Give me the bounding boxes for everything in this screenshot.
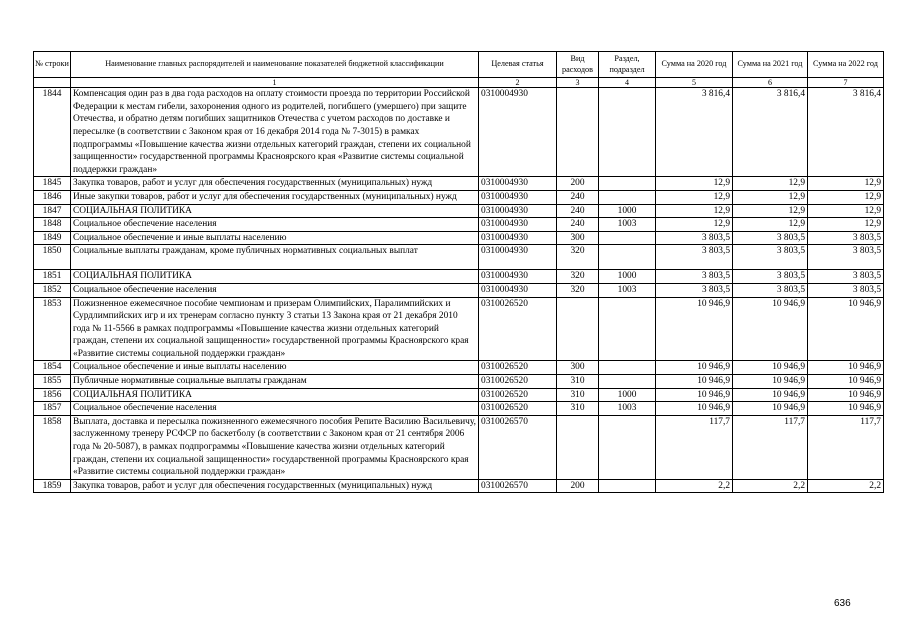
row-expense-type: [557, 88, 599, 177]
header-code: Целевая статья: [479, 52, 557, 78]
table-row: [34, 177, 884, 191]
row-name: Социальное обеспечение и иные выплаты населению: [71, 231, 479, 245]
row-sum-2021: 12,9: [733, 177, 808, 191]
row-name: Социальное обеспечение и иные выплаты населению: [71, 361, 479, 375]
row-sum-2022: 10 946,9: [808, 297, 884, 361]
row-expense-type: 300: [557, 361, 599, 375]
row-name: СОЦИАЛЬНАЯ ПОЛИТИКА: [71, 204, 479, 218]
table-row: [34, 388, 884, 402]
row-sum-2020: 12,9: [656, 177, 733, 191]
row-number: 1854: [34, 361, 71, 375]
row-name: Выплата, доставка и пересылка пожизненного ежемесячного пособия Репите Василию Васильевичу, заслуженному тренеру РСФСР по баскетболу (в соответствии с Законом края от 21 сентября 2006 года № 20-5087), в рамках подпрограммы «Повышение качества жизни отдельных категорий граждан, степени их социальной защищенности» государственной программы Красноярского края «Развитие системы социальной поддержки граждан»: [71, 415, 479, 479]
row-number: 1844: [34, 88, 71, 177]
row-sum-2020: 3 803,5: [656, 231, 733, 245]
page-number: 636: [834, 598, 851, 609]
row-sum-2021: 10 946,9: [733, 388, 808, 402]
row-expense-type: 310: [557, 375, 599, 389]
row-section: [599, 177, 656, 191]
row-expense-type: 240: [557, 190, 599, 204]
table-row: [34, 231, 884, 245]
row-section: [599, 361, 656, 375]
row-expense-type: 200: [557, 479, 599, 493]
row-section: [599, 231, 656, 245]
row-expense-type: [557, 415, 599, 479]
row-sum-2020: 10 946,9: [656, 388, 733, 402]
row-sum-2020: 12,9: [656, 218, 733, 232]
row-sum-2020: 10 946,9: [656, 402, 733, 416]
row-target-code: 0310026520: [479, 388, 557, 402]
column-number: 5: [656, 78, 733, 88]
row-number: 1856: [34, 388, 71, 402]
header-vid: Вид расходов: [557, 52, 599, 78]
row-target-code: 0310004930: [479, 245, 557, 270]
column-number-row: [34, 78, 884, 88]
row-name: Компенсация один раз в два года расходов на оплату стоимости проезда по территории Российской Федерации к местам гибели, захоронения одного из родителей, погибшего (умершего) при защите Отечества, и обратно детям погибших защитников Отечества с учетом расходов по доставке и пересылке (в соответствии с Законом края от 16 декабря 2014 года № 7-3015) в рамках подпрограммы «Повышение качества жизни отдельных категорий граждан, степени их социальной защищенности» государственной программы Красноярского края «Развитие системы социальной поддержки граждан»: [71, 88, 479, 177]
row-section: 1000: [599, 270, 656, 284]
row-target-code: 0310004930: [479, 283, 557, 297]
row-target-code: 0310026570: [479, 415, 557, 479]
table-row: [34, 361, 884, 375]
row-number: 1852: [34, 283, 71, 297]
table-row: [34, 479, 884, 493]
row-name: Иные закупки товаров, работ и услуг для обеспечения государственных (муниципальных) нужд: [71, 190, 479, 204]
column-number: 1: [71, 78, 479, 88]
table-row: [34, 88, 884, 177]
row-sum-2022: 3 803,5: [808, 245, 884, 270]
row-sum-2022: 117,7: [808, 415, 884, 479]
row-sum-2022: 2,2: [808, 479, 884, 493]
row-sum-2021: 3 803,5: [733, 245, 808, 270]
row-sum-2021: 12,9: [733, 204, 808, 218]
row-target-code: 0310004930: [479, 190, 557, 204]
row-target-code: 0310026520: [479, 402, 557, 416]
row-target-code: 0310004930: [479, 218, 557, 232]
row-number: 1853: [34, 297, 71, 361]
column-number: 4: [599, 78, 656, 88]
row-target-code: 0310026520: [479, 297, 557, 361]
row-sum-2022: 3 816,4: [808, 88, 884, 177]
row-name: Закупка товаров, работ и услуг для обеспечения государственных (муниципальных) нужд: [71, 177, 479, 191]
row-section: [599, 88, 656, 177]
row-name: СОЦИАЛЬНАЯ ПОЛИТИКА: [71, 270, 479, 284]
row-sum-2020: 3 816,4: [656, 88, 733, 177]
row-expense-type: 320: [557, 283, 599, 297]
row-sum-2022: 12,9: [808, 177, 884, 191]
row-number: 1858: [34, 415, 71, 479]
row-number: 1857: [34, 402, 71, 416]
table-row: [34, 204, 884, 218]
row-expense-type: 310: [557, 402, 599, 416]
column-number: 3: [557, 78, 599, 88]
row-sum-2022: 12,9: [808, 190, 884, 204]
row-sum-2022: 10 946,9: [808, 375, 884, 389]
row-target-code: 0310004930: [479, 270, 557, 284]
row-sum-2021: 3 803,5: [733, 283, 808, 297]
header-sum-2021: Сумма на 2021 год: [733, 52, 808, 78]
row-sum-2020: 10 946,9: [656, 297, 733, 361]
table-row: [34, 190, 884, 204]
header-no: № строки: [34, 52, 71, 78]
row-sum-2021: 10 946,9: [733, 361, 808, 375]
row-target-code: 0310004930: [479, 231, 557, 245]
row-sum-2022: 3 803,5: [808, 231, 884, 245]
row-sum-2020: 12,9: [656, 204, 733, 218]
table-row: [34, 218, 884, 232]
row-name: Социальное обеспечение населения: [71, 402, 479, 416]
row-number: 1845: [34, 177, 71, 191]
row-number: 1851: [34, 270, 71, 284]
column-number: 2: [479, 78, 557, 88]
row-number: 1850: [34, 245, 71, 270]
row-name: Закупка товаров, работ и услуг для обеспечения государственных (муниципальных) нужд: [71, 479, 479, 493]
row-section: [599, 375, 656, 389]
row-sum-2020: 117,7: [656, 415, 733, 479]
table-row: [34, 270, 884, 284]
row-sum-2022: 10 946,9: [808, 388, 884, 402]
table-row: [34, 402, 884, 416]
row-sum-2021: 3 816,4: [733, 88, 808, 177]
row-name: Социальное обеспечение населения: [71, 283, 479, 297]
row-sum-2022: 12,9: [808, 218, 884, 232]
row-section: 1000: [599, 388, 656, 402]
row-section: [599, 190, 656, 204]
row-number: 1859: [34, 479, 71, 493]
row-target-code: 0310004930: [479, 88, 557, 177]
column-number: 6: [733, 78, 808, 88]
row-target-code: 0310026570: [479, 479, 557, 493]
header-name: Наименование главных распорядителей и наименование показателей бюджетной классификации: [71, 52, 479, 78]
row-section: 1003: [599, 218, 656, 232]
header-row: [34, 52, 884, 78]
row-number: 1846: [34, 190, 71, 204]
table-row: [34, 245, 884, 270]
row-name: Социальные выплаты гражданам, кроме публичных нормативных социальных выплат: [71, 245, 479, 270]
row-name: СОЦИАЛЬНАЯ ПОЛИТИКА: [71, 388, 479, 402]
column-number-blank: [34, 78, 71, 88]
row-section: 1003: [599, 283, 656, 297]
row-sum-2020: 3 803,5: [656, 245, 733, 270]
row-section: 1000: [599, 204, 656, 218]
row-sum-2021: 3 803,5: [733, 231, 808, 245]
row-expense-type: 240: [557, 204, 599, 218]
row-sum-2021: 117,7: [733, 415, 808, 479]
row-expense-type: [557, 297, 599, 361]
row-sum-2021: 12,9: [733, 218, 808, 232]
row-name: Социальное обеспечение населения: [71, 218, 479, 232]
row-target-code: 0310026520: [479, 375, 557, 389]
header-sum-2020: Сумма на 2020 год: [656, 52, 733, 78]
row-sum-2021: 10 946,9: [733, 402, 808, 416]
budget-table: [33, 51, 884, 493]
row-number: 1855: [34, 375, 71, 389]
row-number: 1848: [34, 218, 71, 232]
column-number: 7: [808, 78, 884, 88]
row-sum-2022: 10 946,9: [808, 402, 884, 416]
row-number: 1847: [34, 204, 71, 218]
row-sum-2020: 2,2: [656, 479, 733, 493]
row-name: Публичные нормативные социальные выплаты гражданам: [71, 375, 479, 389]
table-row: [34, 297, 884, 361]
row-sum-2021: 2,2: [733, 479, 808, 493]
table-row: [34, 375, 884, 389]
row-sum-2021: 10 946,9: [733, 297, 808, 361]
row-sum-2020: 10 946,9: [656, 375, 733, 389]
row-section: [599, 297, 656, 361]
row-number: 1849: [34, 231, 71, 245]
table-row: [34, 283, 884, 297]
row-expense-type: 300: [557, 231, 599, 245]
row-section: [599, 415, 656, 479]
row-expense-type: 320: [557, 245, 599, 270]
row-expense-type: 200: [557, 177, 599, 191]
row-target-code: 0310026520: [479, 361, 557, 375]
row-sum-2021: 12,9: [733, 190, 808, 204]
header-razd: Раздел, подраздел: [599, 52, 656, 78]
row-sum-2020: 3 803,5: [656, 283, 733, 297]
table-row: [34, 415, 884, 479]
row-sum-2020: 12,9: [656, 190, 733, 204]
row-expense-type: 320: [557, 270, 599, 284]
row-expense-type: 310: [557, 388, 599, 402]
row-expense-type: 240: [557, 218, 599, 232]
row-section: [599, 479, 656, 493]
row-sum-2022: 12,9: [808, 204, 884, 218]
header-sum-2022: Сумма на 2022 год: [808, 52, 884, 78]
row-target-code: 0310004930: [479, 177, 557, 191]
row-sum-2022: 10 946,9: [808, 361, 884, 375]
row-name: Пожизненное ежемесячное пособие чемпионам и призерам Олимпийских, Паралимпийских и Сурдлимпийских игр и их тренерам согласно пункту 3 статьи 13 Закона края от 21 декабря 2010 года № 11-5566 в рамках подпрограммы «Повышение качества жизни отдельных категорий граждан, степени их социальной защищенности» государственной программы Красноярского края «Развитие системы социальной поддержки граждан»: [71, 297, 479, 361]
row-target-code: 0310004930: [479, 204, 557, 218]
row-sum-2021: 10 946,9: [733, 375, 808, 389]
row-sum-2021: 3 803,5: [733, 270, 808, 284]
row-sum-2022: 3 803,5: [808, 270, 884, 284]
row-sum-2022: 3 803,5: [808, 283, 884, 297]
row-sum-2020: 10 946,9: [656, 361, 733, 375]
row-section: 1003: [599, 402, 656, 416]
row-sum-2020: 3 803,5: [656, 270, 733, 284]
row-section: [599, 245, 656, 270]
